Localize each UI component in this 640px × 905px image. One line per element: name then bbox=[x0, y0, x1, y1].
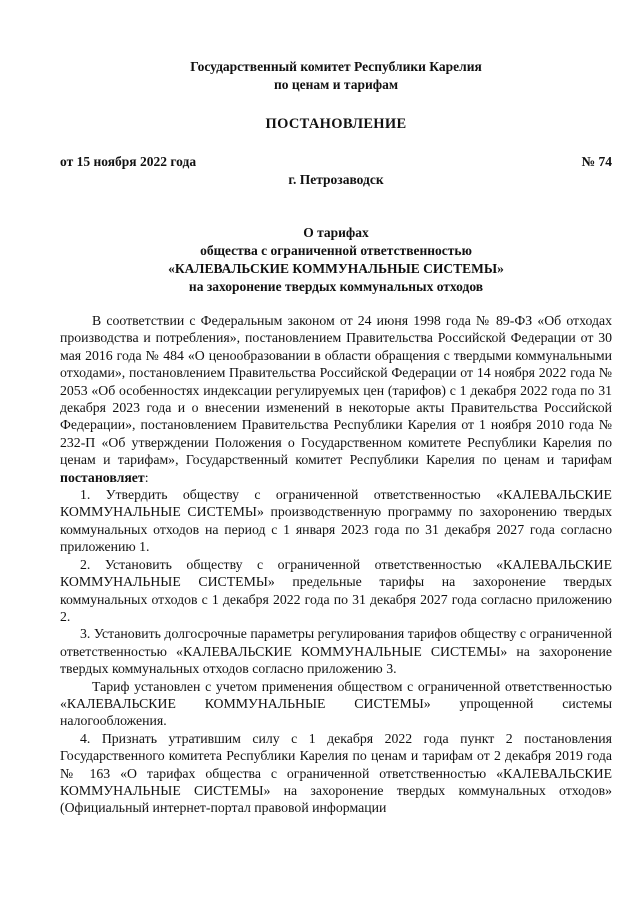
authority-line-1: Государственный комитет Республики Карелия bbox=[190, 59, 482, 74]
document-city: г. Петрозаводск bbox=[288, 172, 384, 187]
clause-4: 4. Признать утратившим силу с 1 декабря 2022 года пункт 2 постановления Государственного комитета Республики Карелия по ценам и тарифам от 2 декабря 2019 года № 163 «О тарифах общества с ограниченной ответственностью «КАЛЕВАЛЬСКИЕ КОММУНАЛЬНЫЕ СИСТЕМЫ» на захоронение твердых коммунальных отходов» (Официальный интернет-портал правовой информации bbox=[60, 730, 612, 816]
issuing-authority bbox=[60, 0, 612, 94]
document-title bbox=[60, 224, 612, 296]
clause-3: 3. Установить долгосрочные параметры регулирования тарифов обществу с ограниченной ответственностью «КАЛЕВАЛЬСКИЕ КОММУНАЛЬНЫЕ СИСТЕМЫ» на захоронение твердых коммунальных отходов согласно приложению 3. bbox=[60, 626, 612, 677]
document-number: № 74 bbox=[581, 154, 612, 169]
preamble-text: В соответствии с Федеральным законом от 24 июня 1998 года № 89-ФЗ «Об отходах производства и потребления», постановлением Правительства Российской Федерации от 30 мая 2016 года № 484 «О ценообразовании в области обращения с твердыми коммунальными отходами», постановлением Правительства Российской Федерации от 14 ноября 2022 года № 2053 «Об особенностях индексации регулируемых цен (тарифов) с 1 декабря 2022 года по 31 декабря 2023 года и о внесении изменений в некоторые акты Правительства Российской Федерации», постановлением Правительства Республики Карелия от 1 ноября 2010 года № 232-П «Об утверждении Положения о Государственном комитете Республики Карелия по ценам и тарифам», Государственный комитет Республики Карелия по ценам и тарифам bbox=[60, 313, 612, 468]
preamble-paragraph bbox=[60, 312, 612, 486]
title-line-3: «КАЛЕВАЛЬСКИЕ КОММУНАЛЬНЫЕ СИСТЕМЫ» bbox=[168, 261, 504, 276]
title-line-1: О тарифах bbox=[303, 225, 369, 240]
tax-note-paragraph: Тариф установлен с учетом применения обществом с ограниченной ответственностью «КАЛЕВАЛЬСКИЕ КОММУНАЛЬНЫЕ СИСТЕМЫ» упрощенной системы налогообложения. bbox=[60, 678, 612, 729]
document-date: от 15 ноября 2022 года bbox=[60, 154, 197, 169]
decree-colon: : bbox=[144, 469, 149, 485]
date-number-line bbox=[60, 154, 612, 170]
title-line-2: общества с ограниченной ответственностью bbox=[200, 243, 472, 258]
document-type: ПОСТАНОВЛЕНИЕ bbox=[265, 116, 407, 132]
clause-2: 2. Установить обществу с ограниченной ответственностью «КАЛЕВАЛЬСКИЕ КОММУНАЛЬНЫЕ СИСТЕМЫ» предельные тарифы на захоронение твердых коммунальных отходов с 1 декабря 2022 года по 31 декабря 2027 года согласно приложению 2. bbox=[60, 556, 612, 624]
clause-1: 1. Утвердить обществу с ограниченной ответственностью «КАЛЕВАЛЬСКИЕ КОММУНАЛЬНЫЕ СИСТЕМЫ» производственную программу по захоронению твердых коммунальных отходов на период с 1 января 2023 года по 31 декабря 2027 года согласно приложению 1. bbox=[60, 487, 612, 555]
document-body bbox=[60, 312, 612, 817]
decree-word: постановляет bbox=[60, 469, 145, 485]
authority-line-2: по ценам и тарифам bbox=[273, 77, 399, 92]
title-line-4: на захоронение твердых коммунальных отходов bbox=[188, 279, 484, 294]
